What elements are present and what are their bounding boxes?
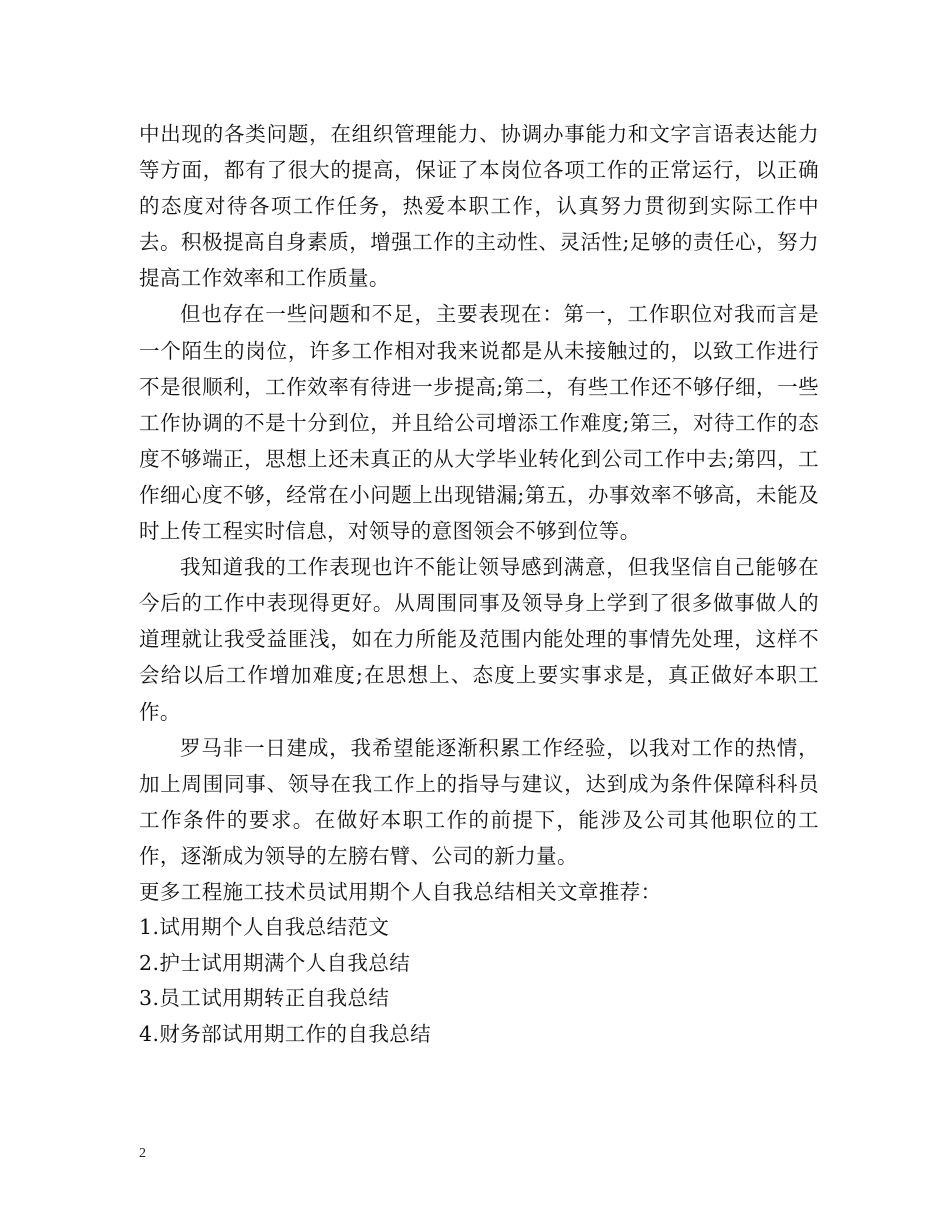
paragraph-self-improvement: 我知道我的工作表现也许不能让领导感到满意，但我坚信自己能够在今后的工作中表现得更好。从周围同事及领导身上学到了很多做事做人的道理就让我受益匪浅，如在力所能及范围内能处理的事情先处理，这样不会给以后工作增加难度;在思想上、态度上要实事求是，真正做好本职工作。 (139, 555, 819, 724)
related-articles-heading: 更多工程施工技术员试用期个人自我总结相关文章推荐： (139, 879, 662, 904)
paragraph-continuation: 中出现的各类问题，在组织管理能力、协调办事能力和文字言语表达能力等方面，都有了很大的提高，保证了本岗位各项工作的正常运行，以正确的态度对待各项工作任务，热爱本职工作，认真努力贯彻到实际工作中去。积极提高自身素质，增强工作的主动性、灵活性;足够的责任心，努力提高工作效率和工作质量。 (139, 122, 819, 291)
paragraph-shortcomings: 但也存在一些问题和不足，主要表现在：第一，工作职位对我而言是一个陌生的岗位，许多工作相对我来说都是从未接触过的，以致工作进行不是很顺利，工作效率有待进一步提高;第二，有些工作还不够仔细，一些工作协调的不是十分到位，并且给公司增添工作难度;第三，对待工作的态度不够端正，思想上还未真正的从大学毕业转化到公司工作中去;第四，工作细心度不够，经常在小问题上出现错漏;第五，办事效率不够高，未能及时上传工程实时信息，对领导的意图领会不够到位等。 (139, 302, 819, 544)
paragraph-future-goals: 罗马非一日建成，我希望能逐渐积累工作经验，以我对工作的热情，加上周围同事、领导在我工作上的指导与建议，达到成为条件保障科科员工作条件的要求。在做好本职工作的前提下，能涉及公司其他职位的工作，逐渐成为领导的左膀右臂、公司的新力量。 (139, 735, 819, 868)
document-body (139, 116, 819, 1052)
related-article-link[interactable]: 4.财务部试用期工作的自我总结 (139, 1021, 432, 1046)
related-articles-list (139, 910, 819, 1052)
related-article-link[interactable]: 2.护士试用期满个人自我总结 (139, 950, 411, 975)
related-article-link[interactable]: 3.员工试用期转正自我总结 (139, 986, 390, 1011)
page-number: 2 (139, 1146, 146, 1161)
related-article-link[interactable]: 1.试用期个人自我总结范文 (139, 915, 390, 940)
